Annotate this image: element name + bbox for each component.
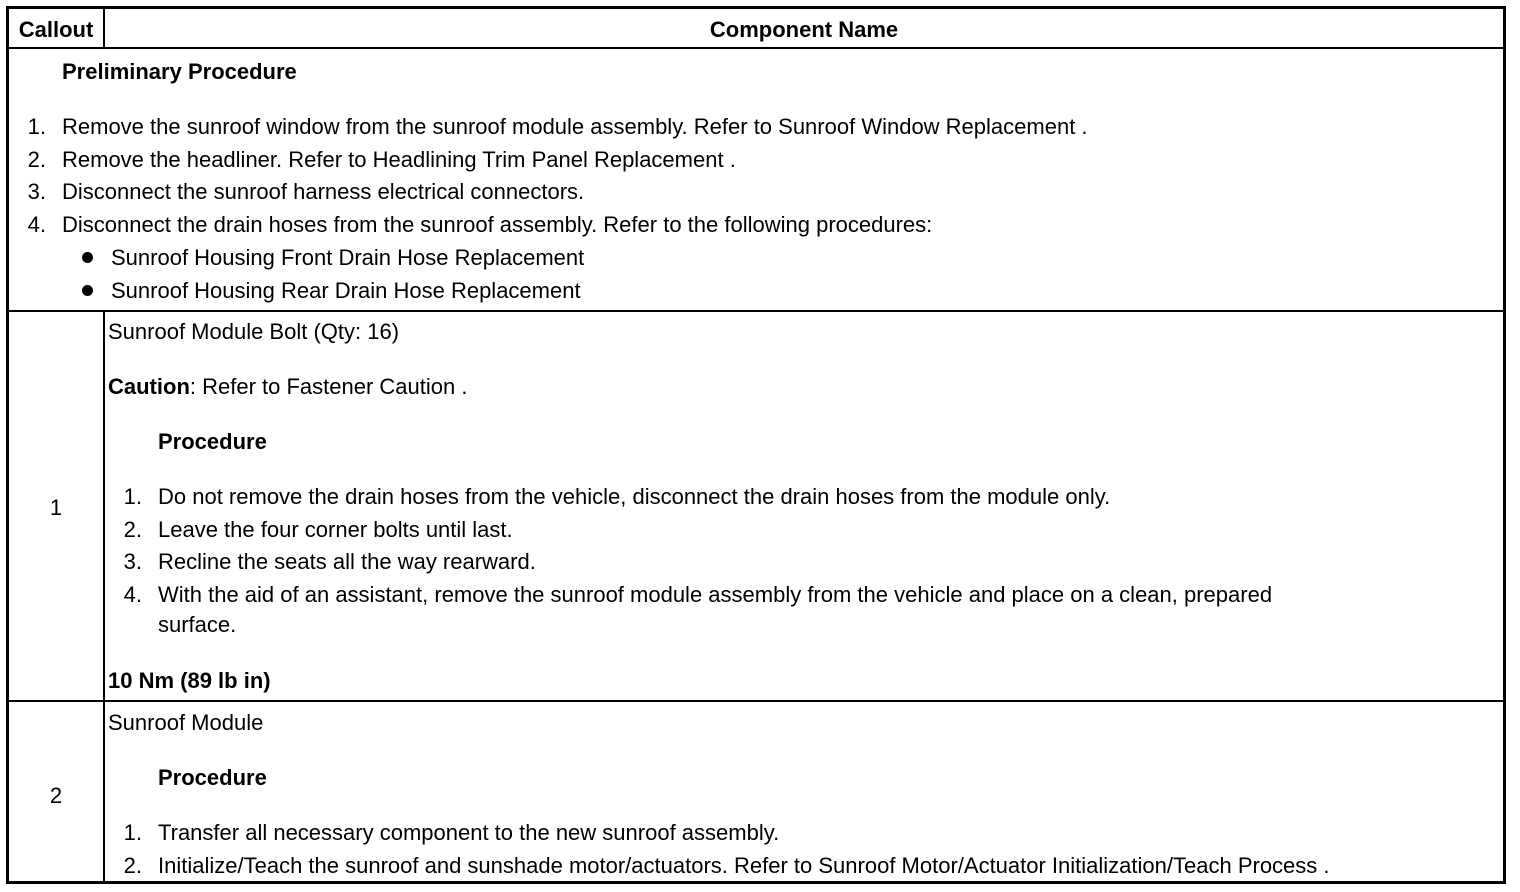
callout-number: 2 [49, 783, 63, 808]
step-number: 2. [123, 853, 142, 878]
step-text-continuation: surface. [158, 612, 237, 637]
step-number: 3. [27, 179, 46, 204]
procedure-title: Procedure [158, 765, 267, 790]
step-text: Do not remove the drain hoses from the vehicle, disconnect the drain hoses from the module only. [158, 484, 1111, 509]
table-header-row [9, 9, 1503, 49]
column-divider [103, 702, 105, 881]
step-text: Disconnect the sunroof harness electrical connectors. [62, 179, 585, 204]
table-row [9, 702, 1503, 881]
step-text: Disconnect the drain hoses from the sunroof assembly. Refer to the following procedures: [62, 212, 933, 237]
preliminary-procedure-title: Preliminary Procedure [62, 59, 297, 84]
step-number: 2. [123, 517, 142, 542]
step-text: Transfer all necessary component to the new sunroof assembly. [158, 820, 780, 845]
callout-column-header: Callout [18, 17, 94, 42]
step-number: 4. [123, 582, 142, 607]
component-name: Sunroof Module Bolt (Qty: 16) [108, 319, 400, 344]
procedure-title: Procedure [158, 429, 267, 454]
preliminary-procedure-row [9, 49, 1503, 312]
bullet-icon [82, 285, 93, 296]
torque-spec: 10 Nm (89 lb in) [108, 668, 271, 693]
bullet-icon [82, 252, 93, 263]
step-text: Leave the four corner bolts until last. [158, 517, 513, 542]
component-name-column-header: Component Name [709, 17, 899, 42]
procedure-table [6, 6, 1506, 884]
step-text: Remove the sunroof window from the sunroof module assembly. Refer to Sunroof Window Replacement . [62, 114, 1088, 139]
step-text: With the aid of an assistant, remove the sunroof module assembly from the vehicle and place on a clean, prepared [158, 582, 1273, 607]
step-text: Initialize/Teach the sunroof and sunshade motor/actuators. Refer to Sunroof Motor/Actuator Initialization/Teach Process . [158, 853, 1330, 878]
bullet-text: Sunroof Housing Front Drain Hose Replacement [111, 245, 585, 270]
callout-number: 1 [49, 495, 63, 520]
step-number: 4. [27, 212, 46, 237]
table-row [9, 312, 1503, 702]
bullet-text: Sunroof Housing Rear Drain Hose Replacement [111, 278, 581, 303]
caution-line [108, 374, 467, 400]
caution-label: Caution [108, 374, 190, 399]
step-number: 2. [27, 147, 46, 172]
step-text: Recline the seats all the way rearward. [158, 549, 536, 574]
step-number: 1. [123, 484, 142, 509]
component-name: Sunroof Module [108, 710, 264, 735]
caution-text: : Refer to Fastener Caution . [189, 374, 468, 399]
step-number: 1. [27, 114, 46, 139]
column-divider [103, 312, 105, 700]
step-number: 3. [123, 549, 142, 574]
step-text: Remove the headliner. Refer to Headlining Trim Panel Replacement . [62, 147, 736, 172]
step-number: 1. [123, 820, 142, 845]
